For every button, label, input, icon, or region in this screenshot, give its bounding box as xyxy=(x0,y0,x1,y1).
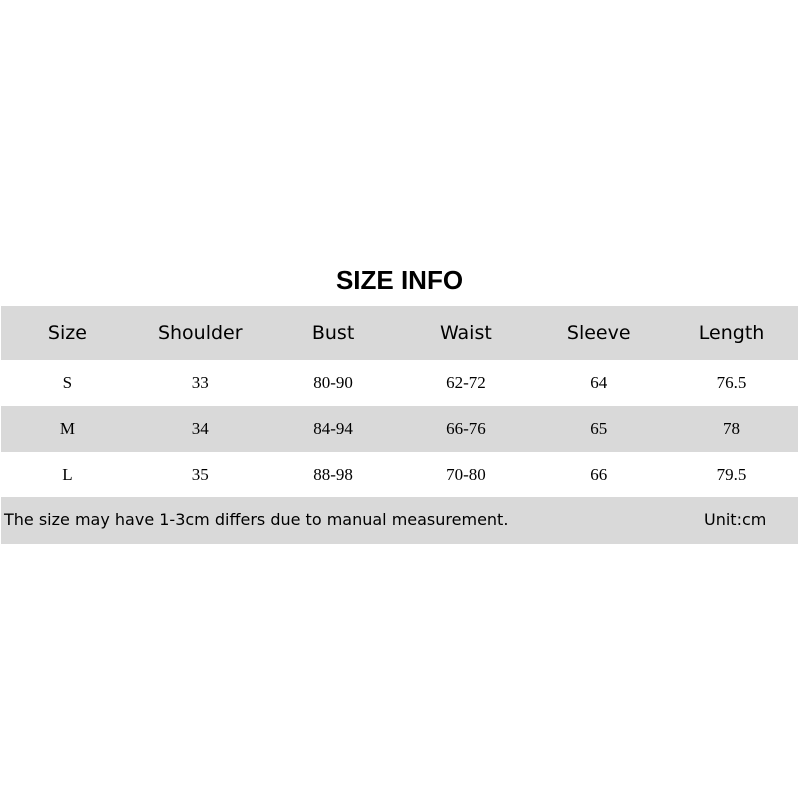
cell-bust: 88-98 xyxy=(313,465,353,484)
cell-waist: 62-72 xyxy=(446,373,486,392)
measurement-note: The size may have 1-3cm differs due to manual measurement. xyxy=(4,510,509,529)
size-table xyxy=(1,306,798,498)
cell-length: 79.5 xyxy=(716,465,747,484)
cell-size: M xyxy=(59,419,75,438)
header-shoulder: Shoulder xyxy=(157,322,243,344)
cell-waist: 66-76 xyxy=(446,419,486,438)
cell-length: 78 xyxy=(723,419,741,438)
cell-sleeve: 64 xyxy=(590,373,608,392)
header-length: Length xyxy=(698,322,765,344)
cell-size: L xyxy=(62,465,73,484)
table-row xyxy=(1,452,798,498)
cell-size: S xyxy=(62,373,73,392)
table-header-row xyxy=(1,306,798,360)
header-sleeve: Sleeve xyxy=(566,322,631,344)
table-row xyxy=(1,406,798,452)
cell-bust: 84-94 xyxy=(313,419,353,438)
header-waist: Waist xyxy=(439,322,492,344)
table-row xyxy=(1,360,798,406)
cell-shoulder: 35 xyxy=(191,465,209,484)
header-bust: Bust xyxy=(311,322,355,344)
cell-sleeve: 66 xyxy=(590,465,608,484)
footer-note-bar xyxy=(1,497,798,544)
page-title: SIZE INFO xyxy=(335,265,464,295)
unit-label: Unit:cm xyxy=(704,510,767,529)
cell-shoulder: 34 xyxy=(191,419,209,438)
cell-shoulder: 33 xyxy=(191,373,209,392)
cell-length: 76.5 xyxy=(716,373,747,392)
cell-bust: 80-90 xyxy=(313,373,353,392)
cell-waist: 70-80 xyxy=(446,465,486,484)
cell-sleeve: 65 xyxy=(590,419,608,438)
header-size: Size xyxy=(47,322,87,344)
